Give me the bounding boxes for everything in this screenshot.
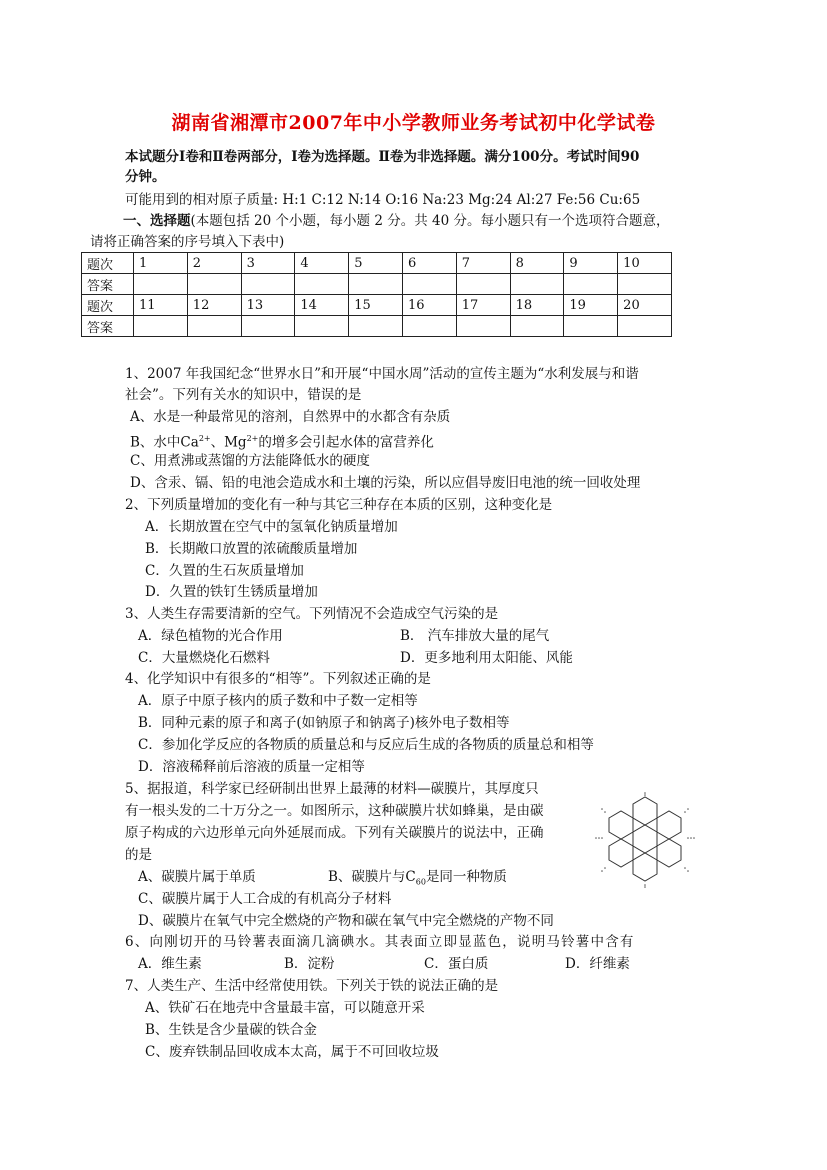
q5-stem: 5、据报道，科学家已经研制出世界上最薄的材料—碳膜片，其厚度只 [125, 781, 539, 797]
question-number: 6 [402, 253, 456, 274]
question-number: 7 [456, 253, 510, 274]
question-number: 2 [187, 253, 241, 274]
section1-note-2: 请将正确答案的序号填入下表中) [90, 234, 285, 250]
section1-note: (本题包括 20 个小题，每小题 2 分。共 40 分。每小题只有一个选项符合题意， [190, 213, 670, 229]
answer-cell[interactable] [134, 316, 188, 337]
question-number: 11 [134, 295, 188, 316]
answer-cell[interactable] [295, 274, 349, 295]
q2-option-b: B．长期敞口放置的浓硫酸质量增加 [145, 541, 358, 557]
answer-cell[interactable] [402, 316, 456, 337]
question-number: 17 [456, 295, 510, 316]
atomic-masses: 可能用到的相对原子质量: H:1 C:12 N:14 O:16 Na:23 Mg:24 Al:27 Fe:56 Cu:65 [125, 192, 641, 208]
q3-option-d: D．更多地利用太阳能、风能 [400, 650, 573, 666]
answer-cell[interactable] [241, 316, 295, 337]
q1-option-c: C、用煮沸或蒸馏的方法能降低水的硬度 [130, 453, 370, 469]
question-number: 8 [510, 253, 564, 274]
question-number: 18 [510, 295, 564, 316]
q2-option-c: C．久置的生石灰质量增加 [145, 563, 304, 579]
q5-option-b: B、碳膜片与$C_{60}$是同一种物质 [328, 869, 507, 887]
question-number: 16 [402, 295, 456, 316]
question-number: 20 [618, 295, 672, 316]
question-number: 4 [295, 253, 349, 274]
question-number: 14 [295, 295, 349, 316]
q7-option-b: B、生铁是含少量碳的铁合金 [145, 1022, 317, 1038]
table-row [82, 253, 672, 274]
answer-cell[interactable] [187, 316, 241, 337]
answer-cell[interactable] [564, 274, 618, 295]
answer-cell[interactable] [134, 274, 188, 295]
q6-stem: 6、向刚切开的马铃薯表面滴几滴碘水。其表面立即显蓝色，说明马铃薯中含有 [125, 934, 635, 950]
q7-stem: 7、人类生产、生活中经常使用铁。下列关于铁的说法正确的是 [125, 978, 499, 994]
table-row [82, 274, 672, 295]
intro-line-1: 本试题分Ⅰ卷和Ⅱ卷两部分，Ⅰ卷为选择题。Ⅱ卷为非选择题。满分100分。考试时间90 [125, 149, 640, 165]
question-label: 题次 [82, 253, 134, 274]
q1-option-d: D、含汞、镉、铅的电池会造成水和土壤的污染，所以应倡导废旧电池的统一回收处理 [130, 475, 641, 491]
question-label: 题次 [82, 295, 134, 316]
answer-cell[interactable] [241, 274, 295, 295]
q1-stem: 1、2007 年我国纪念“世界水日”和开展“中国水周”活动的宣传主题为“水利发展与和谐 [125, 366, 639, 382]
q7-option-a: A、铁矿石在地壳中含量最丰富，可以随意开采 [145, 1000, 425, 1016]
q4-option-d: D．溶液稀释前后溶液的质量一定相等 [138, 759, 365, 775]
question-number: 3 [241, 253, 295, 274]
question-number: 10 [618, 253, 672, 274]
intro-line-2: 分钟。 [125, 169, 166, 185]
q6-option-c: C．蛋白质 [424, 956, 489, 972]
q5-option-c: C、碳膜片属于人工合成的有机高分子材料 [138, 891, 392, 907]
q4-option-c: C．参加化学反应的各物质的质量总和与反应后生成的各物质的质量总和相等 [138, 737, 594, 753]
q3-option-a: A．绿色植物的光合作用 [138, 628, 283, 644]
q4-option-b: B．同种元素的原子和离子(如钠原子和钠离子)核外电子数相等 [138, 715, 510, 731]
answer-cell[interactable] [510, 316, 564, 337]
question-number: 1 [134, 253, 188, 274]
question-number: 9 [564, 253, 618, 274]
section1-heading-line [123, 211, 669, 231]
q6-option-b: B．淀粉 [284, 956, 335, 972]
table-row [82, 295, 672, 316]
q1-option-a: A、水是一种最常见的溶剂，自然界中的水都含有杂质 [130, 409, 451, 425]
q3-option-c: C．大量燃烧化石燃料 [138, 650, 270, 666]
q1-option-b: B、水中$Ca^{2+}$、$Mg^{2+}$的增多会引起水体的富营养化 [130, 434, 434, 451]
q7-option-c: C、废弃铁制品回收成本太高，属于不可回收垃圾 [145, 1044, 439, 1060]
q2-option-a: A．长期放置在空气中的氢氧化钠质量增加 [145, 519, 398, 535]
q6-option-d: D．纤维素 [565, 956, 630, 972]
answer-cell[interactable] [510, 274, 564, 295]
q5-stem-2: 有一根头发的二十万分之一。如图所示，这种碳膜片状如蜂巢，是由碳 [125, 803, 544, 819]
table-row [82, 316, 672, 337]
question-number: 19 [564, 295, 618, 316]
answer-cell[interactable] [295, 316, 349, 337]
answer-cell[interactable] [564, 316, 618, 337]
answer-cell[interactable] [618, 316, 672, 337]
q3-stem: 3、人类生存需要清新的空气。下列情况不会造成空气污染的是 [125, 606, 499, 622]
question-number: 15 [349, 295, 403, 316]
question-number: 5 [349, 253, 403, 274]
q5-stem-4: 的是 [125, 847, 152, 863]
answer-cell[interactable] [618, 274, 672, 295]
question-number: 13 [241, 295, 295, 316]
answer-table [81, 252, 672, 337]
q5-option-d: D、碳膜片在氧气中完全燃烧的产物和碳在氧气中完全燃烧的产物不同 [138, 913, 554, 929]
section1-heading: 一、选择题 [123, 213, 191, 229]
q1-stem-2: 社会”。下列有关水的知识中，错误的是 [125, 387, 362, 403]
answer-label: 答案 [82, 316, 134, 337]
answer-cell[interactable] [187, 274, 241, 295]
answer-cell[interactable] [402, 274, 456, 295]
q4-option-a: A．原子中原子核内的质子数和中子数一定相等 [138, 693, 418, 709]
q3-option-b: B． 汽车排放大量的尾气 [400, 628, 550, 644]
carbon-film-hexagon-figure [593, 792, 697, 888]
q6-option-a: A．维生素 [138, 956, 202, 972]
answer-label: 答案 [82, 274, 134, 295]
answer-cell[interactable] [349, 316, 403, 337]
q4-stem: 4、化学知识中有很多的“相等”。下列叙述正确的是 [125, 671, 431, 687]
answer-cell[interactable] [456, 274, 510, 295]
exam-title: 湖南省湘潭市2007年中小学教师业务考试初中化学试卷 [171, 112, 656, 134]
q2-stem: 2、下列质量增加的变化有一种与其它三种存在本质的区别，这种变化是 [125, 497, 553, 513]
answer-cell[interactable] [456, 316, 510, 337]
q5-option-a: A、碳膜片属于单质 [138, 869, 256, 885]
q5-stem-3: 原子构成的六边形单元向外延展而成。下列有关碳膜片的说法中，正确 [125, 825, 544, 841]
answer-cell[interactable] [349, 274, 403, 295]
q2-option-d: D．久置的铁钉生锈质量增加 [145, 584, 318, 600]
question-number: 12 [187, 295, 241, 316]
